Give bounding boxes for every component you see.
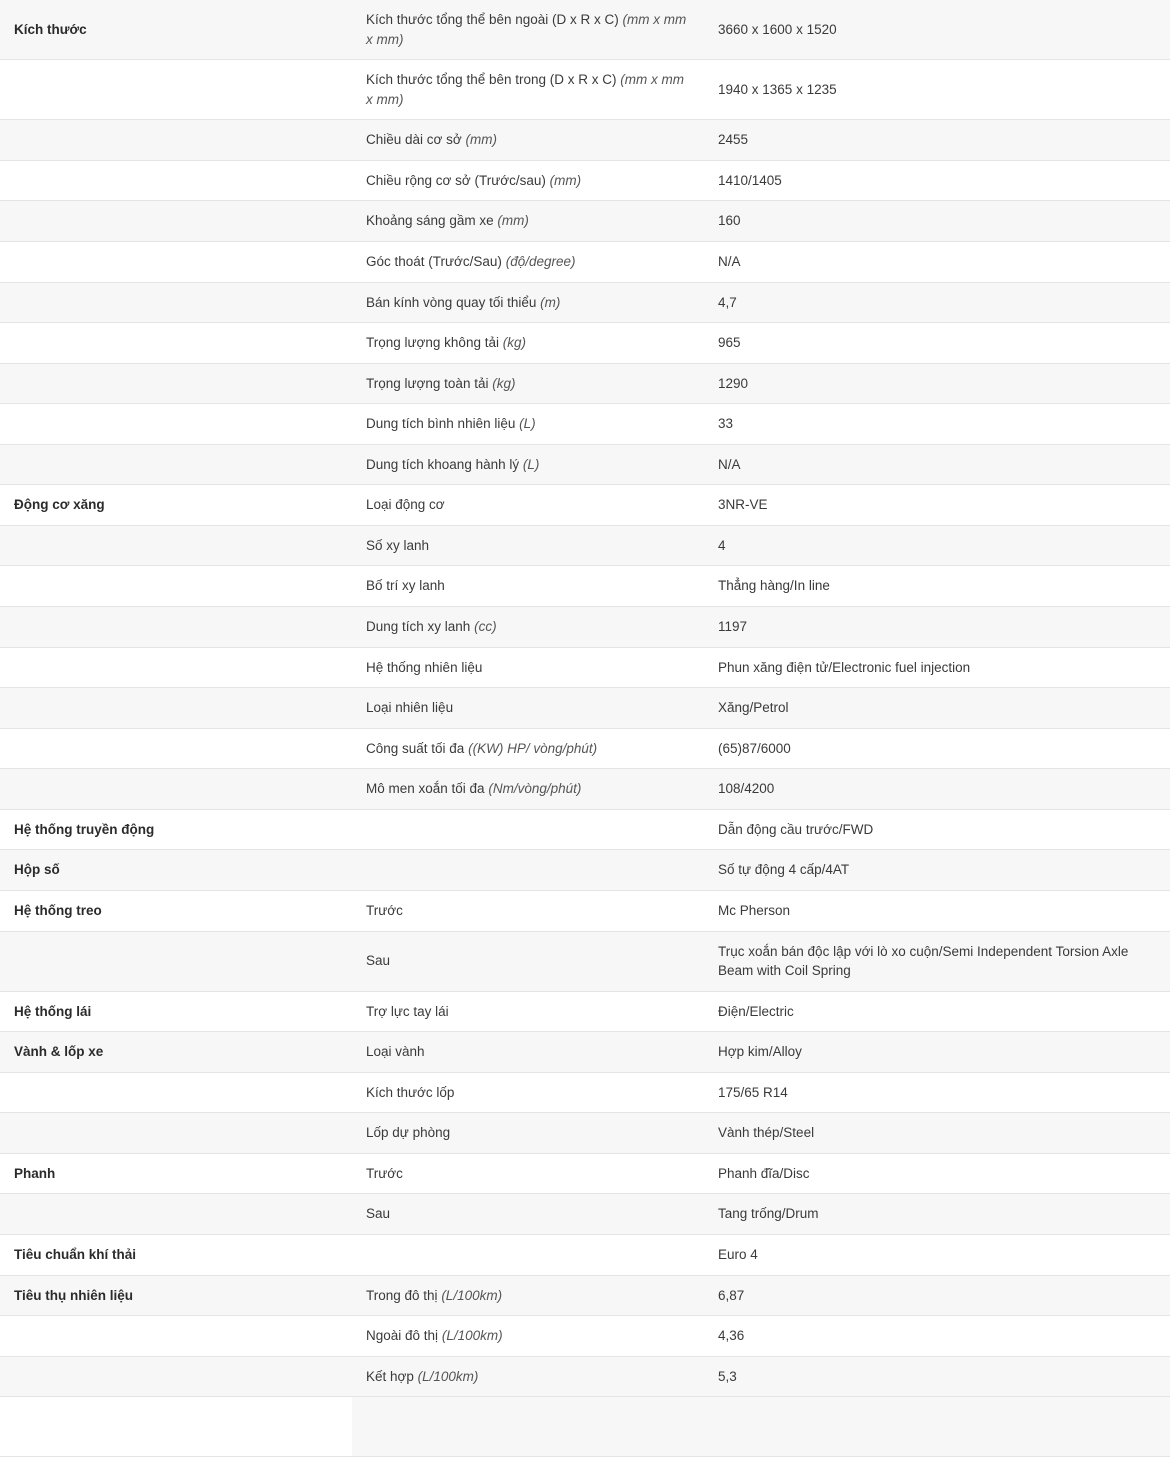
- spec-group-label: Hộp số: [0, 850, 352, 891]
- table-row: [0, 1235, 1170, 1276]
- spec-group-label: [0, 566, 352, 607]
- spec-item-value: 33: [704, 404, 1170, 445]
- spec-group-label: [0, 444, 352, 485]
- spec-item-name: Bán kính vòng quay tối thiểu: [366, 294, 537, 310]
- table-row: [0, 525, 1170, 566]
- spec-group-label: Động cơ xăng: [0, 485, 352, 526]
- spec-group-label: [0, 160, 352, 201]
- spec-item-unit: (m): [540, 294, 561, 310]
- spec-item-name: Kích thước tổng thể bên ngoài (D x R x C): [366, 12, 619, 27]
- spec-item-name: Ngoài đô thị: [366, 1328, 439, 1344]
- spec-item-label: [352, 60, 704, 120]
- spacer-cell: [704, 1397, 1170, 1457]
- spec-group-label: [0, 1113, 352, 1154]
- table-row: [0, 241, 1170, 282]
- table-row: [0, 850, 1170, 891]
- spec-item-label: [352, 890, 704, 931]
- table-row: [0, 282, 1170, 323]
- table-row: [0, 363, 1170, 404]
- spec-item-value: 965: [704, 323, 1170, 364]
- spec-item-unit: ((KW) HP/ vòng/phút): [468, 740, 598, 756]
- spec-item-value: Phun xăng điện tử/Electronic fuel injection: [704, 647, 1170, 688]
- spec-item-unit: (L): [519, 416, 536, 432]
- spec-group-label: [0, 282, 352, 323]
- spec-item-value: N/A: [704, 241, 1170, 282]
- spec-item-value: Trục xoắn bán độc lập với lò xo cuộn/Semi Independent Torsion Axle Beam with Coil Spring: [704, 931, 1170, 991]
- spec-item-label: [352, 241, 704, 282]
- spec-item-label: [352, 525, 704, 566]
- spec-item-name: Số xy lanh: [366, 537, 430, 553]
- table-row: [0, 1194, 1170, 1235]
- spec-group-label: [0, 1356, 352, 1397]
- spec-item-label: [352, 1356, 704, 1397]
- spec-item-value: 3660 x 1600 x 1520: [704, 0, 1170, 60]
- spec-item-label: [352, 160, 704, 201]
- spec-item-name: Kích thước lốp: [366, 1084, 455, 1100]
- table-row: [0, 1275, 1170, 1316]
- spec-item-label: [352, 1072, 704, 1113]
- spec-item-label: [352, 991, 704, 1032]
- table-row: [0, 120, 1170, 161]
- spec-group-label: Vành & lốp xe: [0, 1032, 352, 1073]
- spec-item-name: Trọng lượng không tải: [366, 335, 499, 351]
- spec-item-label: [352, 688, 704, 729]
- spec-item-value: Vành thép/Steel: [704, 1113, 1170, 1154]
- spec-item-name: Khoảng sáng gầm xe: [366, 213, 494, 229]
- spec-group-label: [0, 769, 352, 810]
- spec-group-label: [0, 931, 352, 991]
- spec-group-label: [0, 241, 352, 282]
- spec-item-name: Trợ lực tay lái: [366, 1003, 449, 1019]
- spec-group-label: Tiêu chuẩn khí thải: [0, 1235, 352, 1276]
- table-row: [0, 60, 1170, 120]
- spec-item-value: 4: [704, 525, 1170, 566]
- spec-item-name: Chiều rộng cơ sở (Trước/sau): [366, 172, 546, 188]
- spec-item-label: [352, 769, 704, 810]
- spec-item-value: 1197: [704, 607, 1170, 648]
- spec-item-unit: (mm): [465, 132, 497, 148]
- table-row: [0, 991, 1170, 1032]
- table-footer-spacer: [0, 1397, 1170, 1457]
- spec-item-value: 2455: [704, 120, 1170, 161]
- spec-item-label: [352, 1032, 704, 1073]
- spec-item-label: [352, 0, 704, 60]
- spec-item-label: [352, 1113, 704, 1154]
- spec-item-name: Dung tích bình nhiên liệu: [366, 416, 516, 432]
- spec-group-label: [0, 323, 352, 364]
- spec-item-value: 175/65 R14: [704, 1072, 1170, 1113]
- spec-item-name: Góc thoát (Trước/Sau): [366, 253, 502, 269]
- spec-item-unit: (kg): [492, 375, 516, 391]
- spec-item-label: [352, 728, 704, 769]
- table-row: [0, 931, 1170, 991]
- spec-item-name: Loại vành: [366, 1044, 425, 1060]
- spec-group-label: Hệ thống truyền động: [0, 809, 352, 850]
- spec-item-value: Xăng/Petrol: [704, 688, 1170, 729]
- spec-item-name: Kích thước tổng thể bên trong (D x R x C): [366, 72, 617, 88]
- spec-item-label: [352, 566, 704, 607]
- spacer-cell: [0, 1397, 352, 1457]
- table-row: [0, 1316, 1170, 1357]
- spec-item-name: Trong đô thị: [366, 1287, 438, 1303]
- spec-group-label: [0, 1316, 352, 1357]
- table-row: [0, 809, 1170, 850]
- spec-group-label: [0, 404, 352, 445]
- spec-item-label: [352, 1194, 704, 1235]
- spec-item-label: [352, 323, 704, 364]
- table-row: [0, 890, 1170, 931]
- spec-item-name: Bố trí xy lanh: [366, 578, 445, 594]
- spec-item-value: Tang trống/Drum: [704, 1194, 1170, 1235]
- spec-item-value: Phanh đĩa/Disc: [704, 1153, 1170, 1194]
- spec-item-value: Hợp kim/Alloy: [704, 1032, 1170, 1073]
- spec-group-label: Kích thước: [0, 0, 352, 60]
- spec-item-label: [352, 363, 704, 404]
- spec-group-label: Hệ thống lái: [0, 991, 352, 1032]
- spec-item-label: [352, 607, 704, 648]
- spec-item-unit: (mm): [549, 172, 582, 188]
- spec-item-name: Sau: [366, 1206, 391, 1222]
- spec-item-value: 108/4200: [704, 769, 1170, 810]
- spacer-cell: [352, 1397, 704, 1457]
- spec-item-name: Kết hợp: [366, 1368, 414, 1384]
- spec-item-unit: (cc): [474, 619, 497, 634]
- spec-item-value: 4,36: [704, 1316, 1170, 1357]
- spec-group-label: [0, 1194, 352, 1235]
- spec-item-unit: (độ/degree): [505, 253, 576, 269]
- spec-item-value: Mc Pherson: [704, 890, 1170, 931]
- spec-group-label: [0, 60, 352, 120]
- spec-item-label: [352, 931, 704, 991]
- spec-item-name: Trước: [366, 1165, 403, 1181]
- spec-group-label: Phanh: [0, 1153, 352, 1194]
- spec-item-value: Thẳng hàng/In line: [704, 566, 1170, 607]
- spec-item-value: 5,3: [704, 1356, 1170, 1397]
- spec-item-unit: (L/100km): [441, 1328, 503, 1344]
- spec-item-value: 6,87: [704, 1275, 1170, 1316]
- spec-item-label: [352, 1275, 704, 1316]
- spec-item-label: [352, 850, 704, 891]
- spec-item-label: [352, 1153, 704, 1194]
- spec-item-value: 1410/1405: [704, 160, 1170, 201]
- spec-item-name: Hệ thống nhiên liệu: [366, 659, 483, 675]
- spec-item-unit: (L): [522, 456, 540, 472]
- table-row: [0, 647, 1170, 688]
- spec-group-label: Hệ thống treo: [0, 890, 352, 931]
- spec-item-label: [352, 120, 704, 161]
- table-row: [0, 566, 1170, 607]
- spec-item-value: Số tự động 4 cấp/4AT: [704, 850, 1170, 891]
- spec-item-label: [352, 809, 704, 850]
- spec-item-name: Trước: [366, 902, 403, 918]
- spec-item-value: 1290: [704, 363, 1170, 404]
- spec-group-label: [0, 688, 352, 729]
- spec-group-label: [0, 728, 352, 769]
- spec-item-value: (65)87/6000: [704, 728, 1170, 769]
- spec-item-value: Điện/Electric: [704, 991, 1170, 1032]
- spec-group-label: [0, 201, 352, 242]
- spec-item-value: N/A: [704, 444, 1170, 485]
- table-row: [0, 404, 1170, 445]
- table-row: [0, 1153, 1170, 1194]
- spec-item-unit: (mm x mm x mm): [366, 72, 684, 107]
- spec-group-label: [0, 120, 352, 161]
- spec-group-label: [0, 1072, 352, 1113]
- spec-item-unit: (Nm/vòng/phút): [488, 781, 582, 797]
- spec-item-name: Loại động cơ: [366, 497, 445, 513]
- spec-item-value: 160: [704, 201, 1170, 242]
- spec-group-label: [0, 607, 352, 648]
- spec-item-unit: (L/100km): [417, 1368, 479, 1384]
- spec-item-label: [352, 1316, 704, 1357]
- spec-item-label: [352, 444, 704, 485]
- spec-item-name: Trọng lượng toàn tải: [366, 375, 489, 391]
- spec-item-value: 4,7: [704, 282, 1170, 323]
- spec-item-label: [352, 404, 704, 445]
- spec-group-label: [0, 525, 352, 566]
- table-row: [0, 160, 1170, 201]
- spec-item-value: Euro 4: [704, 1235, 1170, 1276]
- table-row: [0, 688, 1170, 729]
- spec-item-label: [352, 647, 704, 688]
- table-row: [0, 485, 1170, 526]
- spec-item-unit: (L/100km): [441, 1287, 503, 1303]
- spec-group-label: [0, 363, 352, 404]
- table-row: [0, 728, 1170, 769]
- table-row: [0, 323, 1170, 364]
- spec-item-unit: (kg): [502, 335, 526, 351]
- table-row: [0, 1356, 1170, 1397]
- table-row: [0, 1113, 1170, 1154]
- spec-item-name: Mô men xoắn tối đa: [366, 781, 485, 797]
- spec-item-label: [352, 201, 704, 242]
- spec-item-name: Dung tích khoang hành lý: [366, 456, 520, 472]
- spec-item-name: Chiều dài cơ sở: [366, 132, 462, 148]
- table-row: [0, 769, 1170, 810]
- spec-item-name: Sau: [366, 953, 391, 969]
- table-row: [0, 607, 1170, 648]
- spec-group-label: [0, 647, 352, 688]
- table-row: [0, 1072, 1170, 1113]
- spec-item-name: Công suất tối đa: [366, 740, 465, 756]
- table-row: [0, 201, 1170, 242]
- spec-item-unit: (mm): [497, 213, 529, 229]
- table-row: [0, 0, 1170, 60]
- spec-item-value: Dẫn động cầu trước/FWD: [704, 809, 1170, 850]
- spec-item-name: Lốp dự phòng: [366, 1125, 451, 1141]
- spec-item-name: Loại nhiên liệu: [366, 700, 454, 716]
- spec-item-label: [352, 282, 704, 323]
- spec-item-name: Dung tích xy lanh: [366, 619, 471, 634]
- table-row: [0, 444, 1170, 485]
- spec-group-label: Tiêu thụ nhiên liệu: [0, 1275, 352, 1316]
- spec-item-value: 3NR-VE: [704, 485, 1170, 526]
- spec-item-label: [352, 485, 704, 526]
- table-row: [0, 1032, 1170, 1073]
- spec-item-value: 1940 x 1365 x 1235: [704, 60, 1170, 120]
- spec-item-label: [352, 1235, 704, 1276]
- spec-item-unit: (mm x mm x mm): [366, 12, 687, 47]
